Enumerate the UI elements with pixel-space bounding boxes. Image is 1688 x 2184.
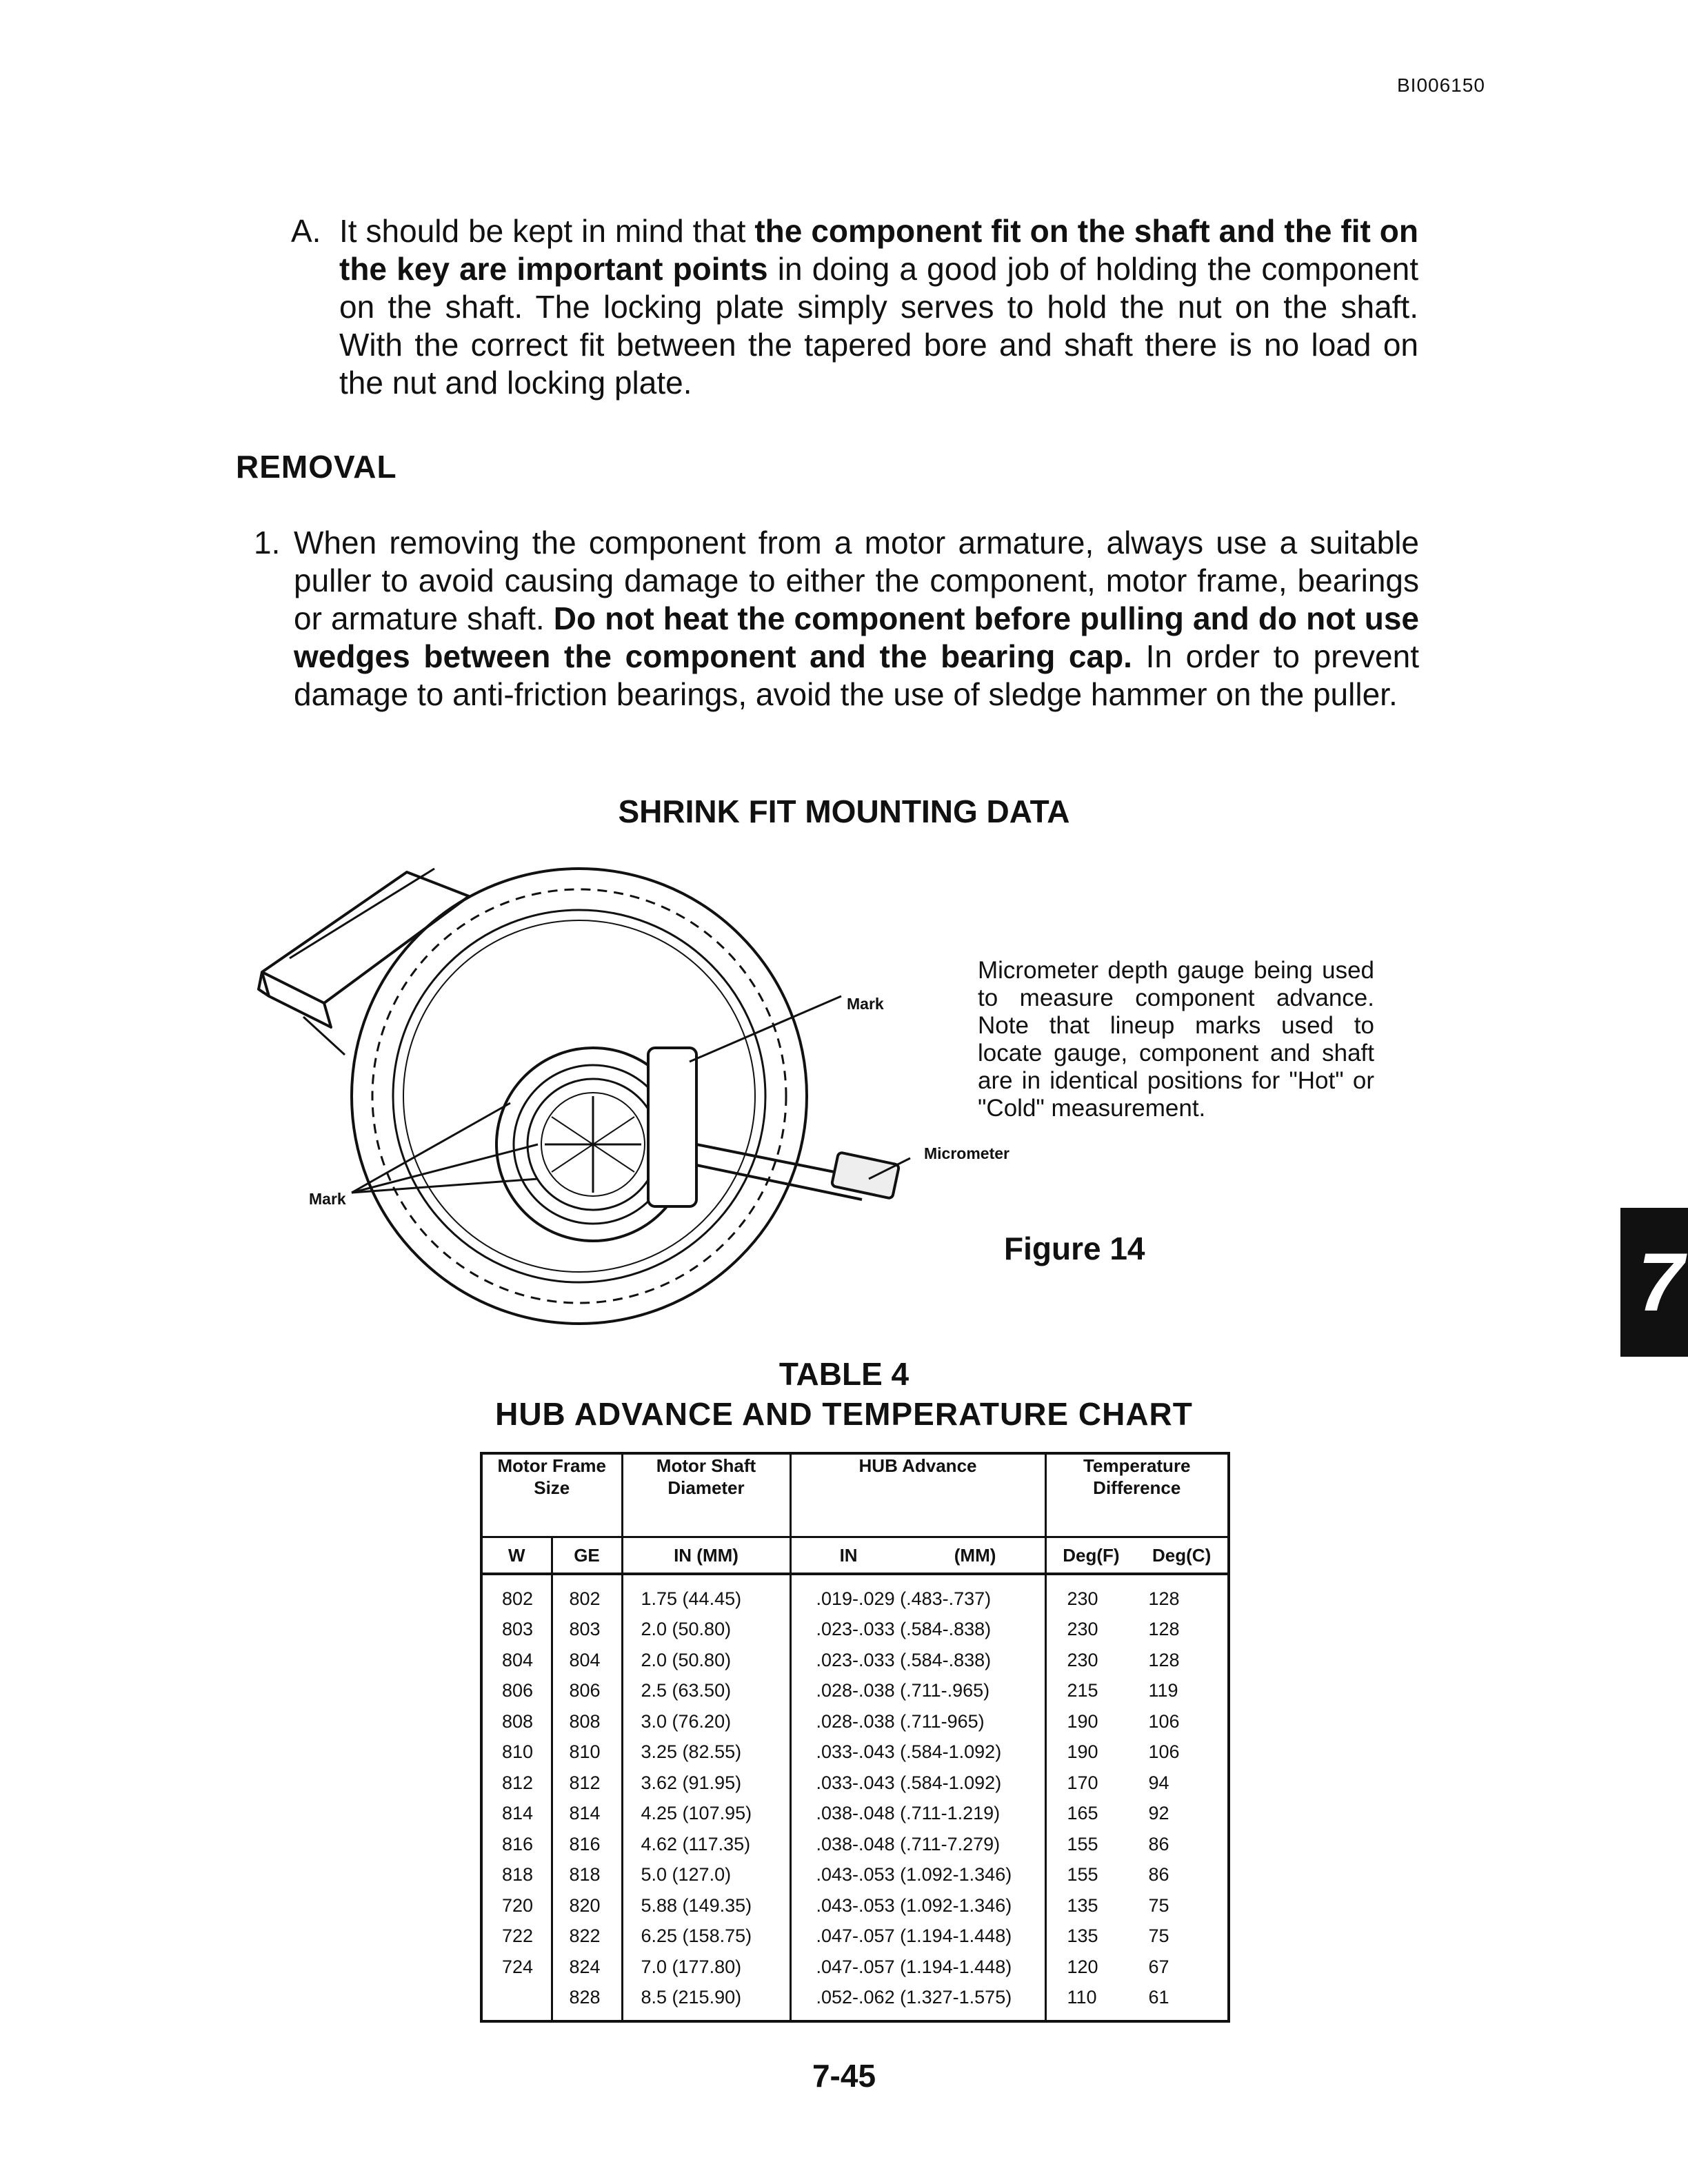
cell-w: 802 — [502, 1588, 534, 1609]
cell-ge: 818 — [552, 1860, 622, 1891]
table-row — [481, 1737, 1229, 1768]
figure-number: Figure 14 — [1004, 1231, 1145, 1266]
cell-hub-advance: .047-.057 (1.194-1.448) — [790, 1952, 1045, 1983]
cell-hub-advance: .023-.033 (.584-.838) — [790, 1615, 1045, 1646]
cell-w: 806 — [502, 1680, 534, 1701]
table-row — [481, 1706, 1229, 1737]
cell-ge: 808 — [552, 1706, 622, 1737]
cell-shaft-diameter: 4.62 (117.35) — [622, 1829, 790, 1860]
cell-temperature — [1045, 1983, 1229, 2022]
cell-ge: 822 — [552, 1921, 622, 1952]
document-id: BI006150 — [1397, 74, 1485, 96]
cell-temperature — [1045, 1645, 1229, 1676]
cell-deg-f: 110 — [1067, 1987, 1097, 2008]
cell-deg-f: 215 — [1067, 1680, 1098, 1701]
cell-hub-advance: .043-.053 (1.092-1.346) — [790, 1890, 1045, 1921]
cell-temperature — [1045, 1921, 1229, 1952]
cell-w — [481, 1983, 552, 2022]
cell-ge: 803 — [552, 1615, 622, 1646]
cell-deg-f: 120 — [1067, 1956, 1098, 1977]
table-row — [481, 1890, 1229, 1921]
mark-label-top: Mark — [847, 995, 884, 1013]
page-number: 7-45 — [812, 2058, 876, 2094]
cell-ge: 824 — [552, 1952, 622, 1983]
table-body — [481, 1574, 1229, 2021]
cell-shaft-diameter: 2.5 (63.50) — [622, 1676, 790, 1707]
cell-hub-advance: .028-.038 (.711-965) — [790, 1706, 1045, 1737]
cell-hub-advance: .052-.062 (1.327-1.575) — [790, 1983, 1045, 2022]
header-deg-c: Deg(C) — [1152, 1545, 1212, 1566]
cell-temperature — [1045, 1799, 1229, 1830]
paragraph-1-label: 1. — [254, 525, 281, 560]
header-frame-size: Motor Frame Size — [481, 1453, 622, 1537]
cell-hub-advance: .033-.043 (.584-1.092) — [790, 1768, 1045, 1799]
cell-deg-c: 128 — [1148, 1588, 1180, 1609]
cell-shaft-diameter: 4.25 (107.95) — [622, 1799, 790, 1830]
gear-micrometer-illustration — [248, 855, 1034, 1337]
cell-w: 720 — [502, 1894, 534, 1916]
cell-hub-advance: .028-.038 (.711-.965) — [790, 1676, 1045, 1707]
cell-shaft-diameter: 1.75 (44.45) — [622, 1574, 790, 1615]
cell-temperature — [1045, 1890, 1229, 1921]
header-shaft-diameter: Motor Shaft Diameter — [622, 1453, 790, 1537]
cell-deg-f: 190 — [1067, 1710, 1098, 1732]
table-row — [481, 1921, 1229, 1952]
cell-deg-f: 135 — [1067, 1894, 1098, 1916]
cell-shaft-diameter: 3.25 (82.55) — [622, 1737, 790, 1768]
cell-deg-c: 128 — [1148, 1649, 1180, 1670]
header-hub-mm: (MM) — [954, 1545, 996, 1566]
cell-deg-f: 135 — [1067, 1925, 1098, 1947]
cell-temperature — [1045, 1737, 1229, 1768]
cell-w: 804 — [502, 1649, 534, 1670]
cell-deg-c: 128 — [1148, 1619, 1180, 1640]
header-temp-units — [1045, 1537, 1229, 1575]
cell-temperature — [1045, 1676, 1229, 1707]
header-temperature-difference: Temperature Difference — [1045, 1453, 1229, 1537]
header-deg-f: Deg(F) — [1063, 1545, 1120, 1566]
cell-ge: 820 — [552, 1890, 622, 1921]
cell-deg-c: 119 — [1148, 1680, 1178, 1701]
cell-shaft-diameter: 2.0 (50.80) — [622, 1615, 790, 1646]
cell-ge: 806 — [552, 1676, 622, 1707]
cell-w: 816 — [502, 1833, 534, 1854]
header-ge: GE — [552, 1537, 622, 1575]
cell-ge: 828 — [552, 1983, 622, 2022]
removal-heading: REMOVAL — [236, 449, 397, 485]
cell-ge: 812 — [552, 1768, 622, 1799]
cell-hub-advance: .033-.043 (.584-1.092) — [790, 1737, 1045, 1768]
cell-ge: 816 — [552, 1829, 622, 1860]
paragraph-1-bold: Do not heat the component before pulling and do not use wedges between the component and the bearing cap. — [294, 600, 1419, 674]
table-row — [481, 1829, 1229, 1860]
cell-temperature — [1045, 1574, 1229, 1615]
table-row — [481, 1768, 1229, 1799]
cell-deg-c: 106 — [1148, 1710, 1180, 1732]
cell-deg-f: 230 — [1067, 1588, 1098, 1609]
table-row — [481, 1645, 1229, 1676]
cell-shaft-diameter: 8.5 (215.90) — [622, 1983, 790, 2022]
cell-deg-c: 94 — [1148, 1772, 1169, 1793]
table-row — [481, 1952, 1229, 1983]
paragraph-a-text-1: It should be kept in mind that — [339, 213, 755, 249]
cell-deg-f: 190 — [1067, 1741, 1098, 1763]
cell-ge: 814 — [552, 1799, 622, 1830]
table-number: TABLE 4 — [778, 1356, 910, 1392]
cell-w: 724 — [502, 1956, 534, 1977]
cell-shaft-diameter: 2.0 (50.80) — [622, 1645, 790, 1676]
section-tab — [1620, 1208, 1688, 1357]
cell-shaft-diameter: 7.0 (177.80) — [622, 1952, 790, 1983]
cell-deg-c: 106 — [1148, 1741, 1180, 1763]
figure-caption: Micrometer depth gauge being used to measure component advance. Note that lineup marks used to locate gauge, component and shaft are in identical positions for "Hot" or "Cold" measurement. — [978, 957, 1374, 1122]
cell-deg-c: 86 — [1148, 1833, 1169, 1854]
cell-w: 808 — [502, 1710, 534, 1732]
header-w: W — [481, 1537, 552, 1575]
cell-w: 818 — [502, 1864, 534, 1885]
paragraph-a-text-2: in doing a good job of holding the component on the shaft. The locking plate simply serves to hold the nut on the shaft. With the correct fit between the tapered bore and shaft there is no load on the nut and locking plate. — [339, 251, 1418, 401]
cell-hub-advance: .047-.057 (1.194-1.448) — [790, 1921, 1045, 1952]
cell-w: 812 — [502, 1772, 534, 1793]
cell-deg-c: 75 — [1148, 1925, 1169, 1947]
cell-deg-c: 75 — [1148, 1894, 1169, 1916]
cell-deg-c: 86 — [1148, 1864, 1169, 1885]
cell-hub-advance: .043-.053 (1.092-1.346) — [790, 1860, 1045, 1891]
cell-shaft-diameter: 6.25 (158.75) — [622, 1921, 790, 1952]
cell-temperature — [1045, 1952, 1229, 1983]
cell-shaft-diameter: 3.62 (91.95) — [622, 1768, 790, 1799]
cell-ge: 804 — [552, 1645, 622, 1676]
header-hub-units — [790, 1537, 1045, 1575]
cell-deg-f: 170 — [1067, 1772, 1098, 1793]
cell-deg-c: 61 — [1148, 1987, 1169, 2008]
figure-title: SHRINK FIT MOUNTING DATA — [618, 793, 1070, 829]
cell-deg-f: 155 — [1067, 1864, 1098, 1885]
paragraph-a-label: A. — [291, 213, 321, 249]
cell-shaft-diameter: 5.88 (149.35) — [622, 1890, 790, 1921]
cell-deg-f: 155 — [1067, 1833, 1098, 1854]
cell-w: 803 — [502, 1619, 534, 1640]
table-row — [481, 1574, 1229, 1615]
micrometer-label: Micrometer — [924, 1144, 1009, 1162]
table-row — [481, 1983, 1229, 2022]
cell-deg-c: 92 — [1148, 1803, 1169, 1824]
header-hub-advance: HUB Advance — [790, 1453, 1045, 1537]
cell-ge: 810 — [552, 1737, 622, 1768]
cell-temperature — [1045, 1768, 1229, 1799]
table-row — [481, 1799, 1229, 1830]
cell-w: 814 — [502, 1803, 534, 1824]
cell-ge: 802 — [552, 1574, 622, 1615]
cell-temperature — [1045, 1706, 1229, 1737]
cell-hub-advance: .019-.029 (.483-.737) — [790, 1574, 1045, 1615]
header-hub-in: IN — [839, 1545, 858, 1566]
cell-hub-advance: .023-.033 (.584-.838) — [790, 1645, 1045, 1676]
paragraph-1-text-1: When removing the component from a motor armature, always use a suitable puller to avoid causing damage to either the component, motor frame, bearings or armature shaft. — [294, 525, 1419, 636]
paragraph-1-text-2: In order to prevent damage to anti-friction bearings, avoid the use of sledge hammer on the puller. — [294, 638, 1419, 712]
cell-temperature — [1045, 1615, 1229, 1646]
paragraph-a — [339, 212, 1418, 402]
header-shaft-units: IN (MM) — [622, 1537, 790, 1575]
table-row — [481, 1676, 1229, 1707]
cell-deg-f: 230 — [1067, 1619, 1098, 1640]
cell-hub-advance: .038-.048 (.711-7.279) — [790, 1829, 1045, 1860]
section-tab-number: 7 — [1638, 1236, 1684, 1328]
table-title: HUB ADVANCE AND TEMPERATURE CHART — [495, 1396, 1193, 1432]
cell-deg-f: 165 — [1067, 1803, 1098, 1824]
cell-temperature — [1045, 1860, 1229, 1891]
paragraph-a-bold: the component fit on the shaft and the fit on the key are important points — [339, 213, 1419, 287]
table-row — [481, 1615, 1229, 1646]
cell-w: 810 — [502, 1741, 534, 1763]
paragraph-1 — [294, 524, 1419, 714]
hub-advance-table — [480, 1452, 1230, 2023]
cell-w: 722 — [502, 1925, 534, 1947]
cell-shaft-diameter: 3.0 (76.20) — [622, 1706, 790, 1737]
cell-temperature — [1045, 1829, 1229, 1860]
table-row — [481, 1860, 1229, 1891]
cell-hub-advance: .038-.048 (.711-1.219) — [790, 1799, 1045, 1830]
cell-shaft-diameter: 5.0 (127.0) — [622, 1860, 790, 1891]
cell-deg-c: 67 — [1148, 1956, 1169, 1977]
cell-deg-f: 230 — [1067, 1649, 1098, 1670]
mark-label-left: Mark — [309, 1190, 346, 1208]
